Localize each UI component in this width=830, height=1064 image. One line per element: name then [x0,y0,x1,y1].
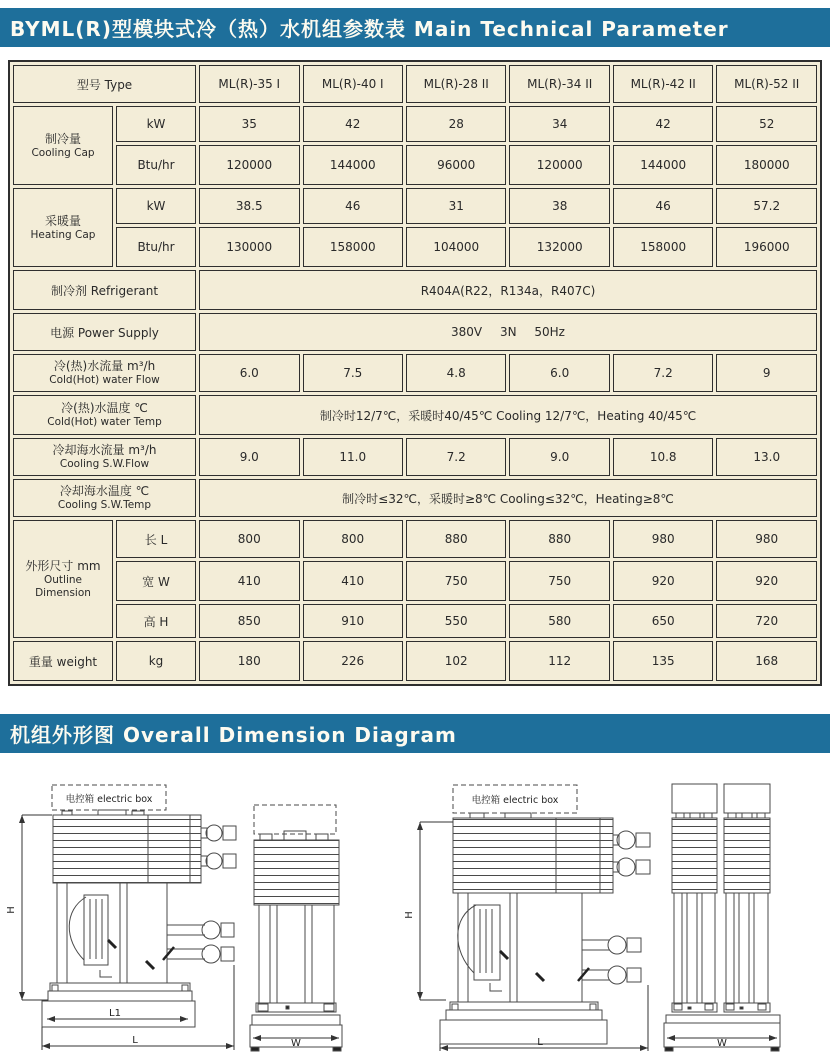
sw-temp-row [13,479,817,517]
water-flow-label [13,354,196,392]
width-value: 410 [303,561,403,601]
base-frame [440,1020,607,1044]
cooling-btu-value: 96000 [406,145,506,185]
dimension-length-row [13,520,817,558]
water-flow-value: 7.2 [613,354,713,392]
dim-label-h-left: H [6,906,17,914]
pipe-flange [608,966,626,984]
cooling-btu-value: 120000 [509,145,609,185]
dim-label-w-right: W [717,1038,727,1049]
sw-flow-label-en: Cooling S.W.Flow [59,458,150,471]
heating-kw-value: 31 [406,188,506,224]
outline-dimension-label-en: Outline Dimension [35,573,91,599]
heating-kw-value: 46 [613,188,713,224]
refrigerant-label: 制冷剂 Refrigerant [13,270,196,310]
overall-dimension-banner: 机组外形图 Overall Dimension Diagram [0,714,830,753]
power-value: 380V 3N 50Hz [199,313,817,351]
outline-dimension-label-cn: 外形尺寸 mm [25,558,101,573]
heating-kw-value: 46 [303,188,403,224]
pipe-flange [206,853,222,869]
water-flow-row [13,354,817,392]
water-temp-label-en: Cold(Hot) water Temp [47,416,162,429]
cooling-kw-value: 28 [406,106,506,142]
electric-box-outline [724,784,770,813]
dimension-width-row [13,561,817,601]
height-value: 550 [406,604,506,638]
front-view-module1 [42,785,236,1027]
sw-flow-label-cn: 冷却海水流量 m³/h [52,443,157,458]
dim-label-l-left: L [132,1035,138,1046]
condenser-coil [724,818,770,893]
weight-value: 226 [303,641,403,681]
sw-temp-label [13,479,196,517]
sw-temp-value: 制冷时≤32℃，采暖时≥8℃ Cooling≤32℃，Heating≥8℃ [199,479,817,517]
weight-label: 重量 weight [13,641,113,681]
condenser-coil [672,818,717,893]
heating-btu-value: 196000 [716,227,817,267]
cooling-kw-value: 52 [716,106,817,142]
sw-flow-row [13,438,817,476]
dim-label-l1-left: L1 [109,1008,121,1019]
model-header-6: ML(R)-52 II [716,65,817,103]
weight-value: 180 [199,641,299,681]
heating-cap-label-cn: 采暖量 [44,213,81,228]
weight-value: 112 [509,641,609,681]
sw-flow-value: 7.2 [406,438,506,476]
weight-value: 168 [716,641,817,681]
electric-box-label-left: 电控箱 electric box [65,794,153,805]
refrigerant-row [13,270,817,310]
heating-kw-value: 38.5 [199,188,299,224]
height-value: 650 [613,604,713,638]
power-row [13,313,817,351]
model-header-1: ML(R)-35 I [199,65,299,103]
cooling-kw-value: 35 [199,106,299,142]
heating-btu-value: 158000 [303,227,403,267]
sw-flow-value: 10.8 [613,438,713,476]
side-view-module1 [250,805,342,1051]
heating-kw-value: 38 [509,188,609,224]
cooling-kw-value: 42 [303,106,403,142]
cooling-btu-value: 180000 [716,145,817,185]
dim-label-w-left: W [291,1038,301,1049]
sw-flow-label [13,438,196,476]
heating-btu-unit: Btu/hr [116,227,196,267]
electric-box-label-right: 电控箱 electric box [471,795,559,806]
water-flow-label-cn: 冷(热)水流量 m³/h [53,359,156,374]
water-flow-value: 6.0 [199,354,299,392]
condenser-coil [53,815,201,883]
cooling-btu-value: 144000 [303,145,403,185]
power-label: 电源 Power Supply [13,313,196,351]
refrigerant-value: R404A(R22，R134a，R407C) [199,270,817,310]
sw-flow-value: 9.0 [199,438,299,476]
front-view-module2 [440,785,650,1044]
height-value: 580 [509,604,609,638]
weight-row [13,641,817,681]
height-value: 720 [716,604,817,638]
water-flow-value: 7.5 [303,354,403,392]
heating-cap-label [13,188,113,267]
heating-kw-value: 57.2 [716,188,817,224]
pipe-flange [202,921,220,939]
heating-kw-unit: kW [116,188,196,224]
length-value: 800 [199,520,299,558]
plate-heat-exchanger [474,905,500,980]
length-unit-label: 长 L [116,520,196,558]
cooling-kw-row [13,106,817,142]
type-header: 型号 Type [13,65,196,103]
model-header-2: ML(R)-40 I [303,65,403,103]
weight-value: 102 [406,641,506,681]
water-temp-value: 制冷时12/7℃，采暖时40/45℃ Cooling 12/7℃，Heating 40/45℃ [199,395,817,435]
weight-value: 135 [613,641,713,681]
width-value: 750 [509,561,609,601]
cooling-cap-label-cn: 制冷量 [44,131,81,146]
width-value: 750 [406,561,506,601]
model-header-5: ML(R)-42 II [613,65,713,103]
sw-flow-value: 13.0 [716,438,817,476]
cooling-kw-unit: kW [116,106,196,142]
width-value: 410 [199,561,299,601]
heating-btu-value: 104000 [406,227,506,267]
width-value: 920 [716,561,817,601]
water-flow-value: 9 [716,354,817,392]
height-value: 850 [199,604,299,638]
heating-btu-row [13,227,817,267]
water-flow-label-en: Cold(Hot) water Flow [49,374,160,387]
water-flow-value: 4.8 [406,354,506,392]
model-header-4: ML(R)-34 II [509,65,609,103]
width-value: 920 [613,561,713,601]
condenser-coil [453,818,613,893]
sw-flow-value: 11.0 [303,438,403,476]
sw-temp-label-cn: 冷却海水温度 ℃ [59,484,150,499]
water-temp-row [13,395,817,435]
dim-label-h-right: H [404,911,415,919]
weight-unit: kg [116,641,196,681]
overall-dimension-diagram [0,755,830,1064]
cooling-btu-unit: Btu/hr [116,145,196,185]
pipe-flange [202,945,220,963]
heating-btu-value: 130000 [199,227,299,267]
unit-body [726,893,768,1003]
heating-btu-value: 132000 [509,227,609,267]
unit-body [458,893,582,1002]
cooling-btu-value: 144000 [613,145,713,185]
dimension-height-row [13,604,817,638]
cooling-btu-value: 120000 [199,145,299,185]
heating-cap-label-en: Heating Cap [30,228,96,241]
sw-temp-label-en: Cooling S.W.Temp [57,499,152,512]
cooling-cap-label [13,106,113,185]
pipe-flange [617,858,635,876]
heating-kw-row [13,188,817,224]
cooling-kw-value: 34 [509,106,609,142]
pipe-flange [617,831,635,849]
unit-body [57,883,167,983]
dim-label-l-right: L [537,1037,543,1048]
height-value: 910 [303,604,403,638]
length-value: 880 [406,520,506,558]
length-value: 880 [509,520,609,558]
pipe-flange [608,936,626,954]
length-value: 980 [613,520,713,558]
cooling-btu-row [13,145,817,185]
water-temp-label [13,395,196,435]
condenser-coil [254,840,339,905]
height-unit-label: 高 H [116,604,196,638]
parameters-table [8,60,822,686]
sw-flow-value: 9.0 [509,438,609,476]
cooling-kw-value: 42 [613,106,713,142]
width-unit-label: 宽 W [116,561,196,601]
length-value: 980 [716,520,817,558]
unit-body [674,893,715,1003]
water-temp-label-cn: 冷(热)水温度 ℃ [61,401,148,416]
heating-btu-value: 158000 [613,227,713,267]
model-header-3: ML(R)-28 II [406,65,506,103]
electric-box-outline [254,805,336,834]
table-header-row [13,65,817,103]
main-parameter-banner: BYML(R)型模块式冷（热）水机组参数表 Main Technical Parameter [0,8,830,47]
electric-box-outline [672,784,717,813]
cooling-cap-label-en: Cooling Cap [31,146,95,159]
side-view-module2 [664,784,780,1051]
water-flow-value: 6.0 [509,354,609,392]
pipe-flange [206,825,222,841]
outline-dimension-label [13,520,113,638]
length-value: 800 [303,520,403,558]
